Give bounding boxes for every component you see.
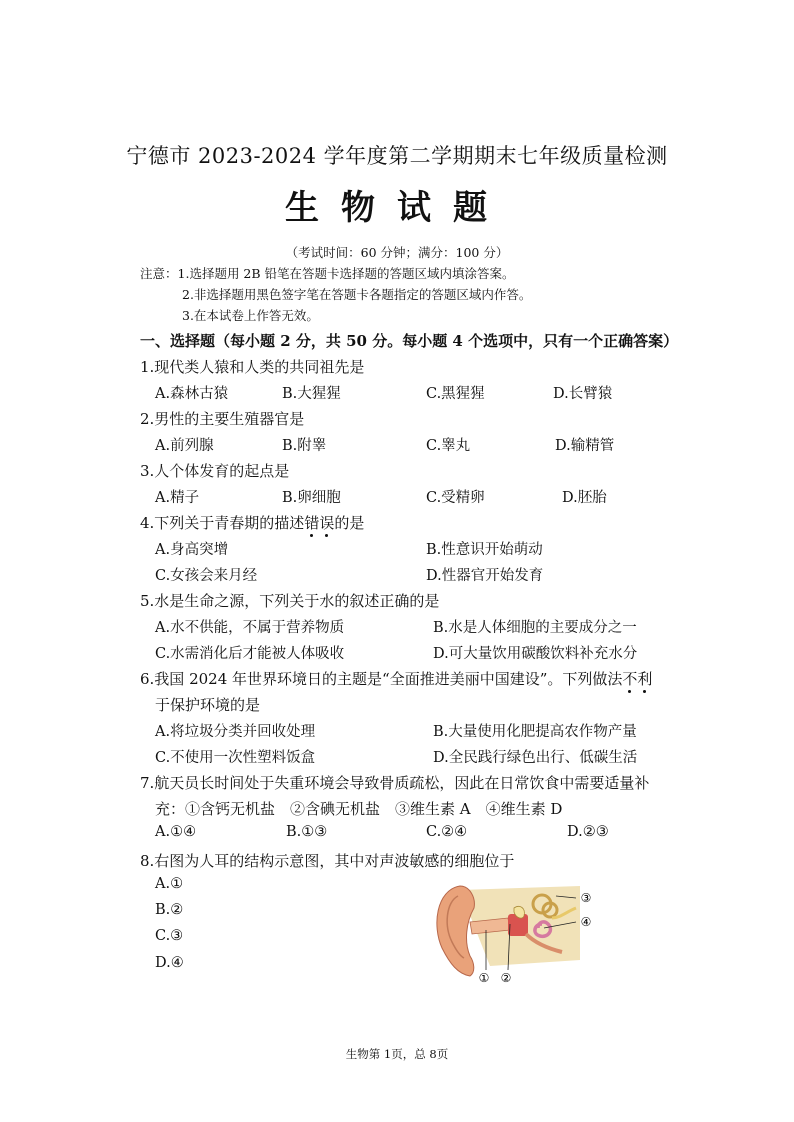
q5-option-a: A.水不供能，不属于营养物质	[155, 620, 345, 636]
emphasis-char: 不	[622, 670, 638, 688]
q6-stem-text: 6.我国 2024 年世界环境日的主题是“全面推进美丽中国建设”。下列做法	[140, 670, 623, 688]
q3-option-a: A.精子	[155, 490, 200, 506]
note-item: 1.选择题用 2B 铅笔在答题卡选择题的答题区域内填涂答案。	[177, 266, 515, 281]
note-item: 3.在本试卷上作答无效。	[182, 308, 319, 323]
q1-option-a: A.森林古猿	[155, 386, 229, 402]
label-2: ②	[500, 971, 512, 985]
q2-option-d: D.输精管	[555, 438, 615, 454]
question-6-stem-line2: 于保护环境的是	[155, 696, 261, 714]
notes	[140, 263, 531, 326]
q7-option-c: C.②④	[426, 824, 468, 840]
question-3-stem: 3.人个体发育的起点是	[140, 462, 290, 480]
q5-option-d: D.可大量饮用碳酸饮料补充水分	[433, 646, 638, 662]
ear-structure-diagram	[430, 878, 600, 990]
q6-option-c: C.不使用一次性塑料饭盒	[155, 750, 316, 766]
q6-option-b: B.大量使用化肥提高农作物产量	[433, 724, 637, 740]
q7-option-a: A.①④	[155, 824, 197, 840]
q4-option-d: D.性器官开始发育	[426, 568, 544, 584]
emphasis-char: 误	[319, 514, 335, 532]
q4-option-a: A.身高突增	[155, 542, 229, 558]
question-6-stem	[140, 668, 652, 689]
label-4: ④	[580, 915, 592, 929]
q2-option-a: A.前列腺	[155, 438, 214, 454]
note-item: 2.非选择题用黑色签字笔在答题卡各题指定的答题区域内作答。	[182, 287, 532, 302]
q5-option-b: B.水是人体细胞的主要成分之一	[433, 620, 637, 636]
q6-option-a: A.将垃圾分类并回收处理	[155, 724, 316, 740]
exam-title: 宁德市 2023-2024 学年度第二学期期末七年级质量检测	[126, 144, 668, 168]
q2-option-b: B.附睾	[282, 438, 327, 454]
q1-option-b: B.大猩猩	[282, 386, 341, 402]
question-2-stem: 2.男性的主要生殖器官是	[140, 410, 305, 428]
notes-label: 注意：	[140, 266, 178, 281]
subject-title: 生物试题	[285, 188, 509, 228]
auricle-shape	[437, 886, 474, 976]
q3-option-d: D.胚胎	[562, 490, 607, 506]
question-7-stem: 7.航天员长时间处于失重环境会导致骨质疏松，因此在日常饮食中需要适量补	[140, 774, 650, 792]
exam-info: （考试时间：60 分钟；满分：100 分）	[285, 245, 509, 260]
q8-option-a: A.①	[155, 876, 184, 892]
q6-option-d: D.全民践行绿色出行、低碳生活	[433, 750, 638, 766]
q4-stem-text: 4.下列关于青春期的描述	[140, 514, 305, 532]
q1-option-d: D.长臂猿	[553, 386, 613, 402]
q8-option-c: C.③	[155, 928, 184, 944]
question-7-stem-line2: 充：①含钙无机盐 ②含碘无机盐 ③维生素 A ④维生素 D	[155, 800, 563, 818]
section-heading: 一、选择题（每小题 2 分，共 50 分。每小题 4 个选项中，只有一个正确答案）	[140, 332, 679, 350]
q1-option-c: C.黑猩猩	[426, 386, 485, 402]
q2-option-c: C.睾丸	[426, 438, 471, 454]
q3-option-c: C.受精卵	[426, 490, 485, 506]
q5-option-c: C.水需消化后才能被人体吸收	[155, 646, 345, 662]
page-footer: 生物第 1页，总 8页	[345, 1047, 449, 1061]
emphasis-char: 利	[637, 670, 653, 688]
q7-option-d: D.②③	[567, 824, 609, 840]
q4-stem-text: 的是	[334, 514, 365, 532]
q8-option-b: B.②	[155, 902, 184, 918]
label-3: ③	[580, 891, 592, 905]
emphasis-char: 错	[304, 514, 320, 532]
label-1: ①	[478, 971, 490, 985]
question-8-stem: 8.右图为人耳的结构示意图，其中对声波敏感的细胞位于	[140, 852, 515, 870]
q4-option-b: B.性意识开始萌动	[426, 542, 543, 558]
q3-option-b: B.卵细胞	[282, 490, 341, 506]
q4-option-c: C.女孩会来月经	[155, 568, 258, 584]
question-1-stem: 1.现代类人猿和人类的共同祖先是	[140, 358, 365, 376]
question-5-stem: 5.水是生命之源，下列关于水的叙述正确的是	[140, 592, 440, 610]
question-4-stem	[140, 512, 364, 533]
q7-option-b: B.①③	[286, 824, 328, 840]
q8-option-d: D.④	[155, 955, 184, 971]
